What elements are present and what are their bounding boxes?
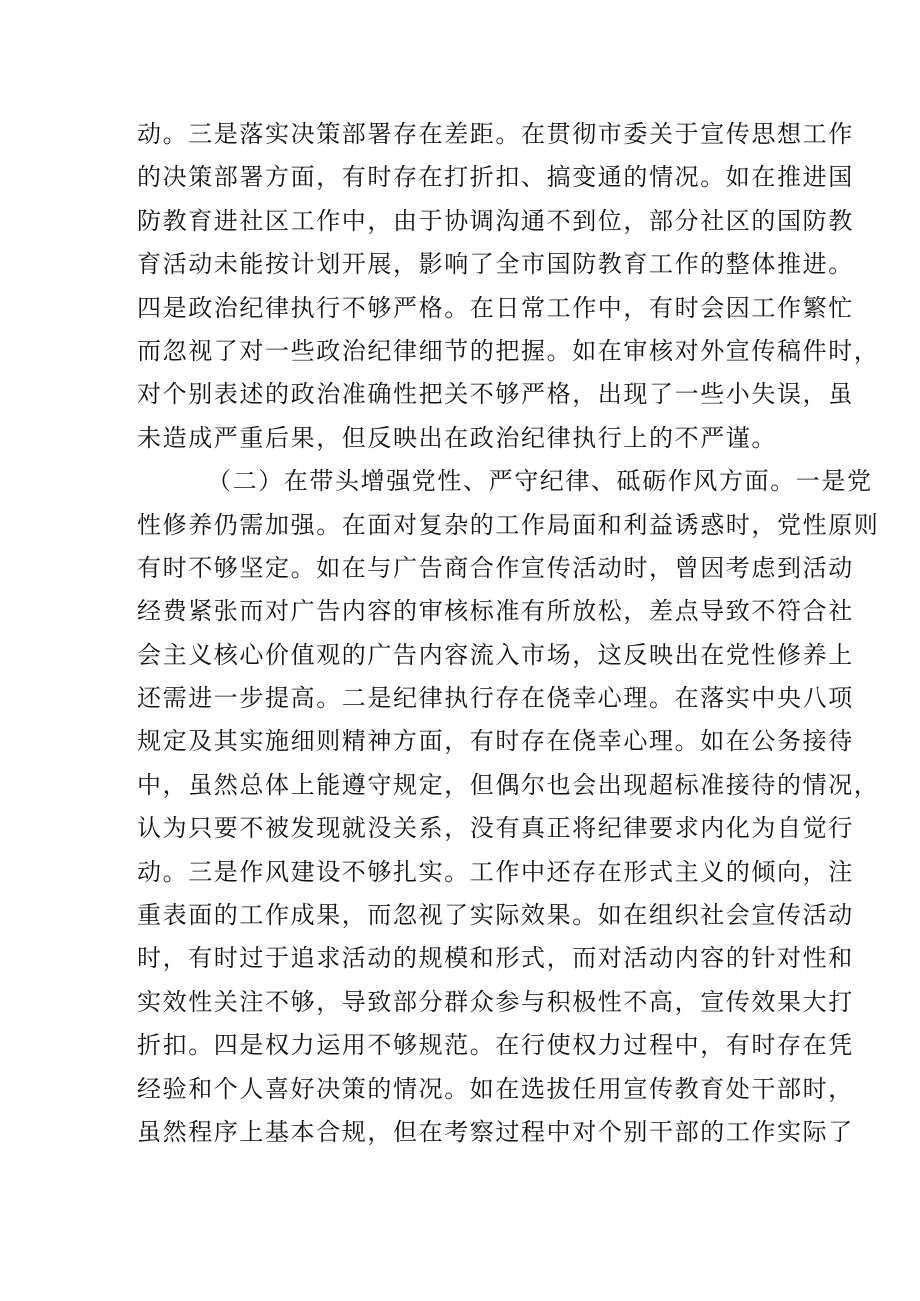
text-line: 重表面的工作成果，而忽视了实际效果。如在组织社会宣传活动 xyxy=(137,901,854,930)
text-line: 经验和个人喜好决策的情况。如在选拔任用宣传教育处干部时， xyxy=(137,1074,854,1103)
text-line: 实效性关注不够，导致部分群众参与积极性不高，宣传效果大打 xyxy=(137,987,854,1016)
text-line: 防教育进社区工作中，由于协调沟通不到位，部分社区的国防教 xyxy=(137,206,854,235)
text-line: 经费紧张而对广告内容的审核标准有所放松，差点导致不符合社 xyxy=(137,597,854,626)
text-line: 动。三是作风建设不够扎实。工作中还存在形式主义的倾向，注 xyxy=(137,857,854,886)
text-line: 规定及其实施细则精神方面，有时存在侥幸心理。如在公务接待 xyxy=(137,727,854,756)
text-line: 中，虽然总体上能遵守规定，但偶尔也会出现超标准接待的情况， xyxy=(137,770,880,799)
text-line: 四是政治纪律执行不够严格。在日常工作中，有时会因工作繁忙 xyxy=(137,293,854,322)
text-line: 动。三是落实决策部署存在差距。在贯彻市委关于宣传思想工作 xyxy=(137,120,854,148)
text-line: 的决策部署方面，有时存在打折扣、搞变通的情况。如在推进国 xyxy=(137,163,854,192)
text-line: 会主义核心价值观的广告内容流入市场，这反映出在党性修养上 xyxy=(137,640,854,669)
text-line: 育活动未能按计划开展，影响了全市国防教育工作的整体推进。 xyxy=(137,250,854,279)
text-line: 对个别表述的政治准确性把关不够严格，出现了一些小失误，虽 xyxy=(137,380,854,409)
section-heading-line: （二）在带头增强党性、严守纪律、砥砺作风方面。一是党 xyxy=(207,467,873,496)
text-line: 认为只要不被发现就没关系，没有真正将纪律要求内化为自觉行 xyxy=(137,814,854,843)
text-line: 还需进一步提高。二是纪律执行存在侥幸心理。在落实中央八项 xyxy=(137,684,854,713)
text-line: 虽然程序上基本合规，但在考察过程中对个别干部的工作实际了 xyxy=(137,1117,854,1146)
text-line: 有时不够坚定。如在与广告商合作宣传活动时，曾因考虑到活动 xyxy=(137,553,854,582)
text-line: 而忽视了对一些政治纪律细节的把握。如在审核对外宣传稿件时， xyxy=(137,336,880,365)
document-body xyxy=(137,113,880,1154)
text-line: 性修养仍需加强。在面对复杂的工作局面和利益诱惑时，党性原则 xyxy=(137,510,880,539)
text-line: 时，有时过于追求活动的规模和形式，而对活动内容的针对性和 xyxy=(137,944,854,973)
text-line: 未造成严重后果，但反映出在政治纪律执行上的不严谨。 xyxy=(137,423,777,452)
text-line: 折扣。四是权力运用不够规范。在行使权力过程中，有时存在凭 xyxy=(137,1031,854,1060)
